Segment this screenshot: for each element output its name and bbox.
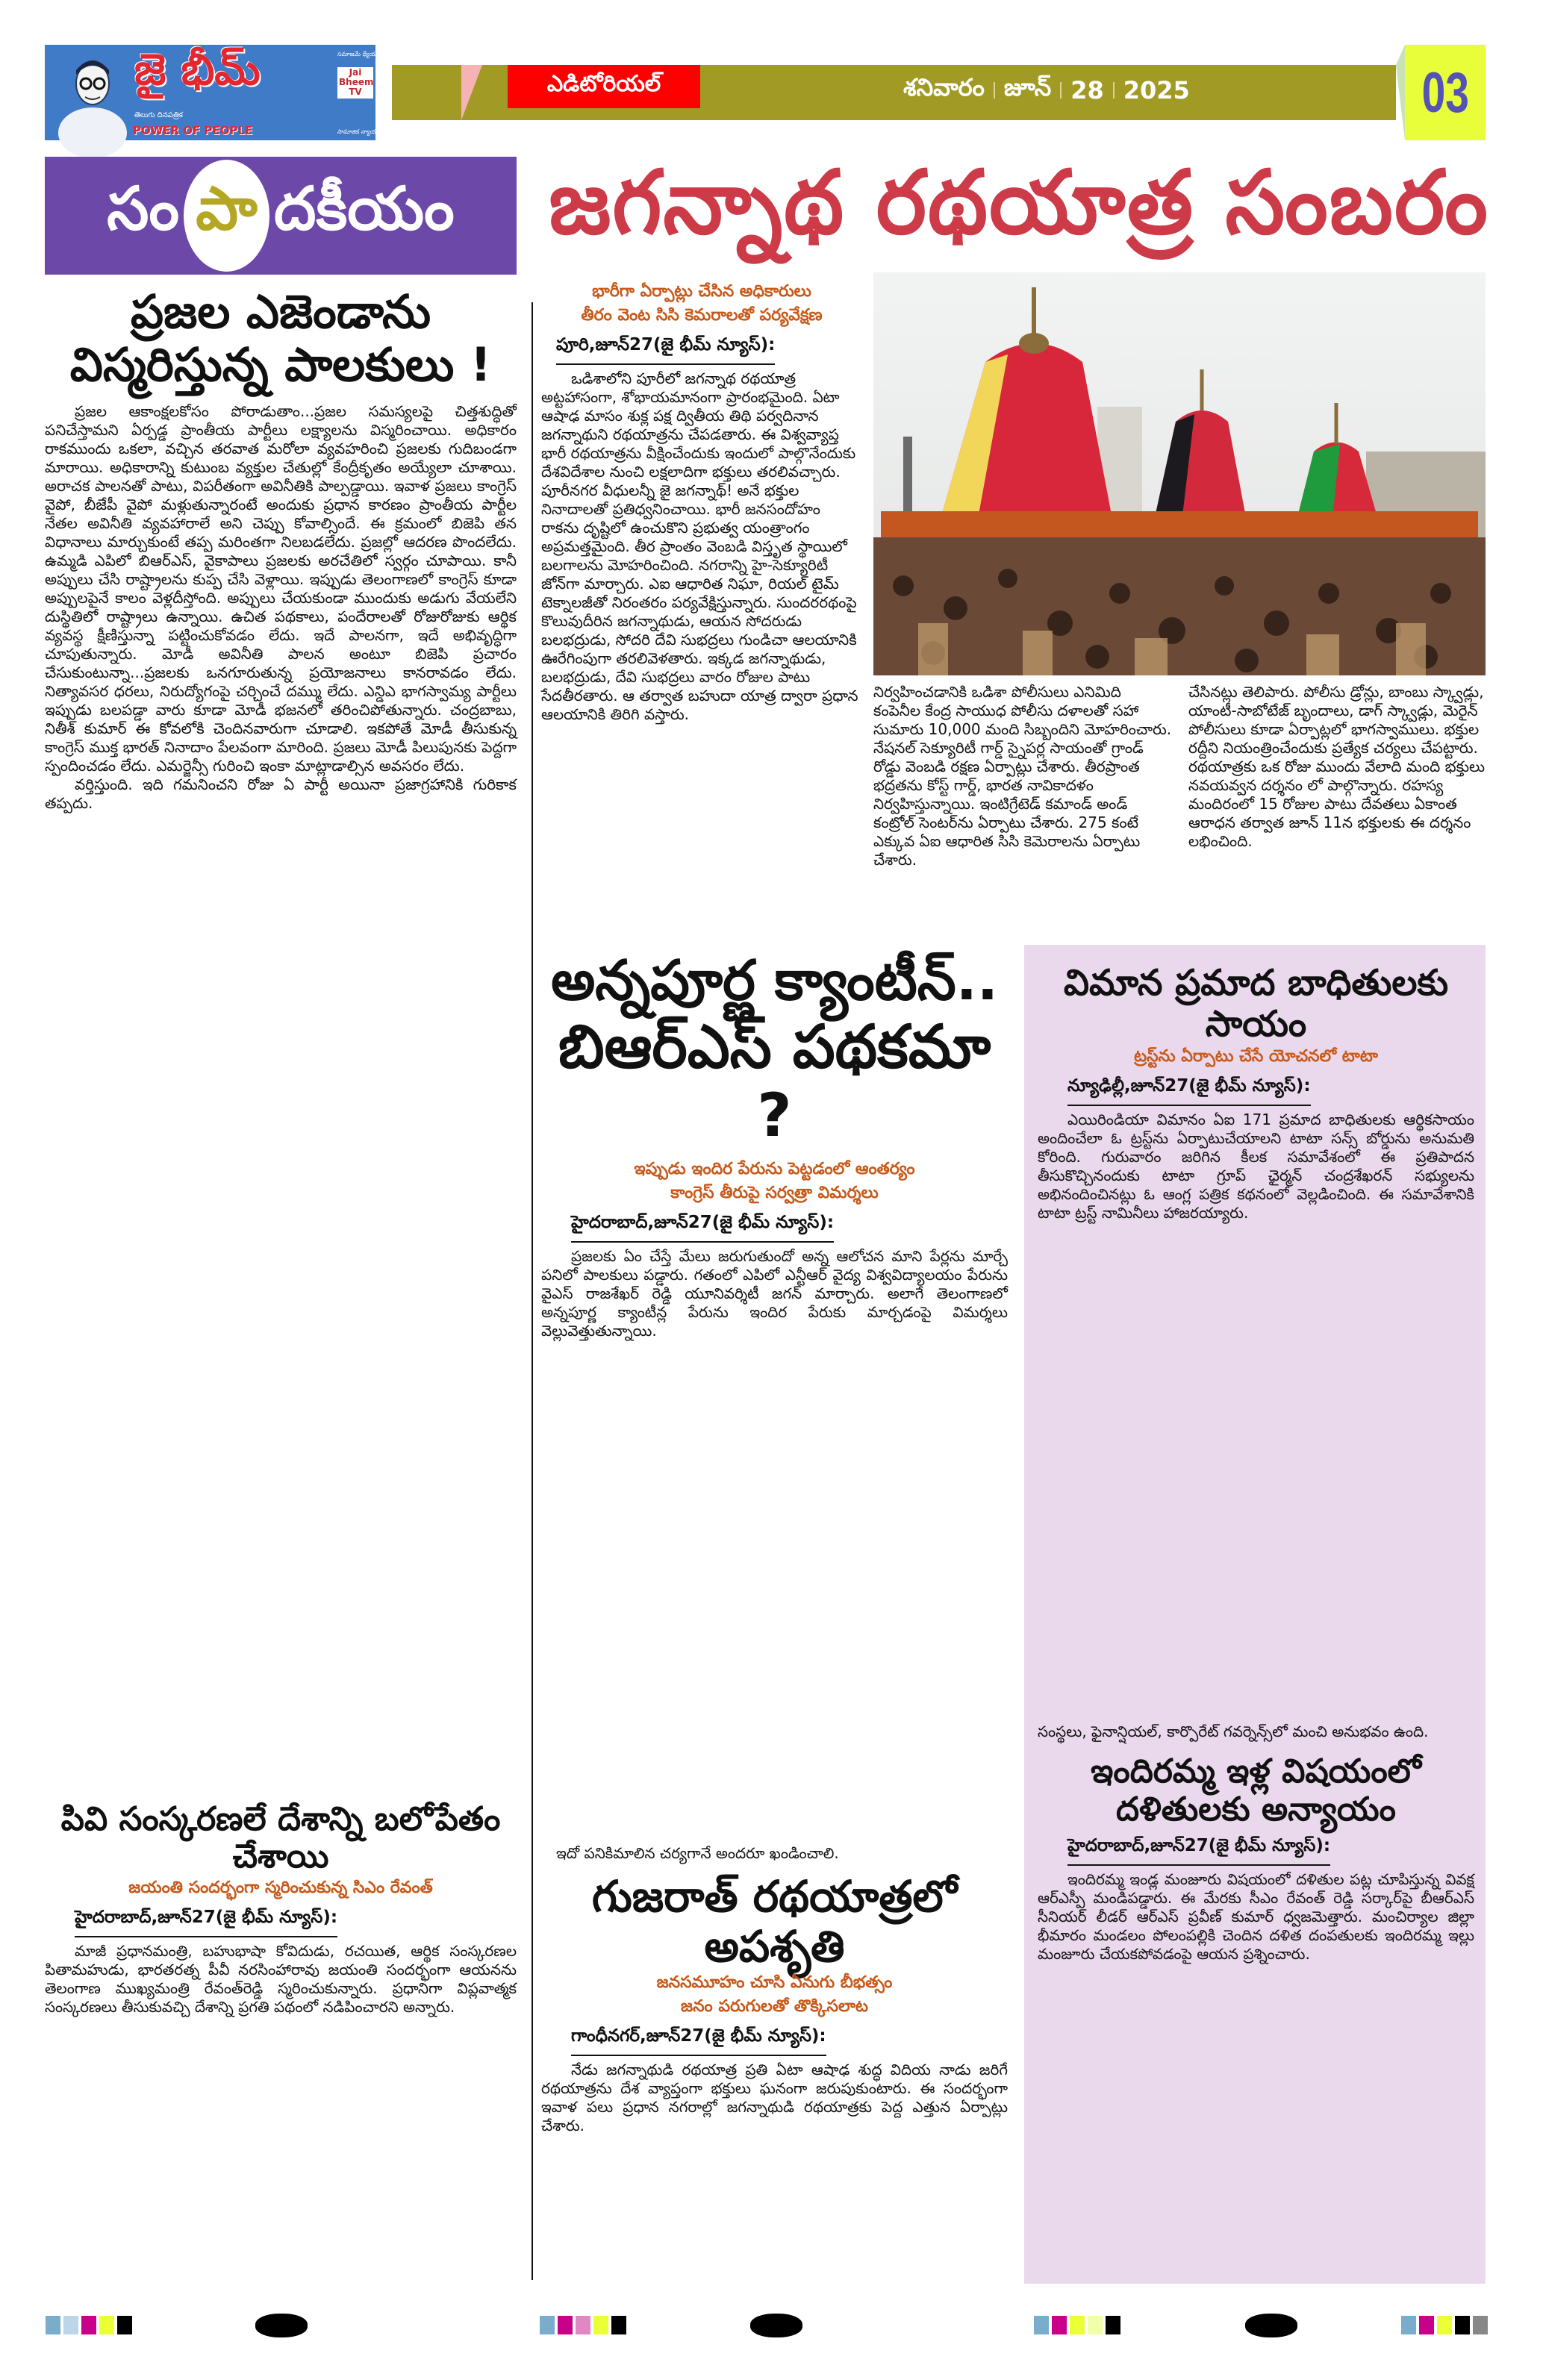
paragraph: ఒడిశాలోని పూరీలో జగన్నాథ రథయాత్ర అట్టహాసంగా, శోభాయమానంగా ప్రారంభమైంది. ఏటా ఆషాఢ మాసం శుక్ల పక్ష ద్వితీయ తిథి పర్వదినాన జగన్నాథుని రథయాత్రను చేపడతారు. ఈ విశ్వవ్యాప్త భారీ రథయాత్రను వీక్షించేందుకు ఇందులో పాల్గొనేందుకు దేశవిదేశాల నుంచి లక్షలాదిగా భక్తులు తరలివచ్చారు. పూరీనగర వీధులన్నీ జై జగన్నాథ్! అనే భక్తుల నినాదాలతో ప్రతిధ్వనించాయి. భారీ జనసందోహం రాకను దృష్టిలో ఉంచుకొని ప్రభుత్వ యంత్రాంగం అప్రమత్తమైంది. తీర ప్రాంతం వెంబడి విస్తృత స్థాయిలో బలగాలను మోహరించింది. నగరాన్ని హై-సెక్యూరిటీ జోన్‌గా మార్చారు. ఎఐ ఆధారిత నిఘా, రియల్ టైమ్ టెక్నాలజీతో నిరంతరం పర్యవేక్షిస్తున్నారు. సుందరరథంపై కొలువుదీరిన జగన్నాథుడు, ఆయన సోదరుడు బలభద్రుడు, సోదరి దేవి సుభద్రలు గుండిచా ఆలయానికి ఊరేగింపుగా తరలివెళతారు. ఇక్కడ జగన్నాథుడు, బలభద్రుడు, దేవి సుభద్రలు వారం రోజుల పాటు సేదతీరతారు. ఆ తర్వాత బహుదా యాత్ర ద్వారా ప్రధాన ఆలయానికి తిరిగి వస్తారు. — [541, 369, 858, 723]
ambedkar-portrait-icon — [55, 51, 130, 140]
registration-mark — [750, 2314, 802, 2337]
banner-text: దకీయం — [274, 173, 455, 243]
annapurna-subhead-2: కాంగ్రెస్ తీరుపై సర్వత్రా విమర్శలు — [670, 1183, 879, 1202]
indiramma-dateline: హైదరాబాద్,జూన్27(జై భీమ్ న్యూస్): — [1067, 1836, 1330, 1866]
color-registration-bar — [1034, 2316, 1120, 2334]
tata-closing: సంస్థలు, ఫైనాన్షియల్, కార్పొరేట్ గవర్నెన్స్‌లో మంచి అనుభవం ఉంది. — [1038, 1722, 1429, 1741]
pv-subhead: జయంతి సందర్భంగా స్మరించుకున్న సిఎం రేవంత్ — [128, 1878, 433, 1897]
rathayatra-article — [541, 280, 862, 724]
left-column — [45, 285, 517, 2017]
tata-headline: విమాన ప్రమాద బాధితులకు సాయం — [1063, 962, 1449, 1046]
paragraph: ప్రజల ఆకాంక్షలకోసం పోరాడుతాం...ప్రజల సమస్యలపై చిత్తశుద్ధితో పనిచేస్తామని ఏర్పడ్డ ప్రాంతీయ పార్టీలు లక్ష్యాలను విస్మరించాయి. అధికారం రాకముందు ఒకలా, వచ్చిన తరవాత మరోలా వ్యవహరించి ప్రజలకు గుదిబండగా మారాయి. అధికారాన్ని కుటుంబ వ్యక్తుల చేతుల్లో కేంద్రీకృతం అయ్యేలా చూశాయి. అరాచక పాలనతో పాటు, విపరీతంగా అవినీతికి పాల్పడ్డాయి. ఇవాళ ప్రజలు కాంగ్రెస్ వైపో, బీజేపీ వైపో మళ్లుతున్నారంటే అందుకు ప్రధాన కారణం ప్రాంతీయ పార్టీల నేతల అవినీతి వ్యవహారాలే అని చెప్పు కోవాల్సిందే. ఈ క్రమంలో బిజెపి తన విధానాలు మార్చుకుంటే తప్ప మరింతగా నిలబడలేదు. ప్రజల్లో ఆదరణ పొందలేదు. ఉమ్మడి ఎపిలో బిఆర్ఎస్, వైకాపాలు ప్రజలకు అరచేతిలో స్వర్గం చూపాయి. కానీ అప్పులు చేసి రాష్ట్రాలను కుప్ప చేసి వెళ్లాయి. ఇప్పుడు తెలంగాణలో కాంగ్రెస్ కూడా అప్పులపైనే కాలం వెళ్లదీస్తోంది. అప్పులు చేయకుండా ముందుకు అడుగు వేయలేని దుస్థితిలో రాష్ట్రాలు ఉన్నాయి. ఉచిత పథకాలు, పందేరాలతో రోజురోజుకు ఆర్థిక వ్యవస్థ క్షీణిస్తున్నా పట్టించుకోవడం లేదు. ఇదే పాలనగా, ఇదే అభివృద్ధిగా చూపుతున్నారు. మోడీ అవినీతి పాలన అంటూ బిజెపి ప్రచారం చేసుకుంటున్నా...ప్రజలకు ఒనగూరుతున్న ప్రయోజనాలు కానరావడం లేదు. నిత్యావసర ధరలు, నిరుద్యోగంపై చర్చించే దమ్ము లేదు. ఎన్డిఎ భాగస్వామ్య పార్టీలు ఇప్పుడు బలపడ్డా వారు కూడా మోడీ భజనలో తరించిపోతున్నారు. చంద్రబాబు, నితీశ్ కుమార్ ఈ కోవలోకి చెందినవారుగా చూడాలి. ఇకపోతే మోడీ తీసుకున్న కాంగ్రెస్ ముక్త భారత్ నినాదాం పేలవంగా మారింది. ప్రజలు మోడీ పిలుపునకు పెద్దగా స్పందించడం లేదు. ఎమర్జెన్సీ గురించి ఇంకా మాట్లాడాల్సిన అవసరం లేదు. — [45, 402, 517, 775]
main-headline: జగన్నాథ రథయాత్ర సంబరం — [549, 150, 1489, 254]
logo-slogan: POWER OF PEOPLE — [133, 124, 253, 137]
annapurna-dateline: హైదరాబాద్,జూన్27(జై భీమ్ న్యూస్): — [571, 1213, 834, 1243]
page-number-accent — [1396, 45, 1405, 140]
paragraph: ప్రజలకు ఏం చేస్తే మేలు జరుగుతుందో అన్న ఆలోచన మాని పేర్లను మార్చే పనిలో పాలకులు పడ్డారు. గతంలో ఎపిలో ఎన్టీఆర్ వైద్య విశ్వవిద్యాలయం పేరును వైఎస్ రాజశేఖర్ రెడ్డి యూనివర్శిటీ జగన్ మార్చారు. అలాగే తెలంగాణలో అన్నపూర్ణ క్యాంటీన్ల పేరును ఇందిర పేరుకు మార్చడంపై విమర్శలు వెల్లువెత్తుతున్నాయి. — [541, 1246, 1008, 1340]
editorial-headline-line2: విస్మరిస్తున్న పాలకులు ! — [69, 337, 492, 393]
page-number-box — [1405, 45, 1486, 140]
logo-title: జై భీమ్ — [134, 44, 261, 95]
annapurna-headline-line1: అన్నపూర్ణ క్యాంటీన్.. — [551, 949, 998, 1013]
gujarat-headline: గుజరాత్ రథయాత్రలో అపశృతి — [591, 1870, 958, 1972]
tata-dateline: న్యూఢిల్లీ,జూన్27(జై భీమ్ న్యూస్): — [1067, 1076, 1311, 1106]
indiramma-headline: ఇందిరమ్మ ఇళ్ల విషయంలో దళితులకు అన్యాయం — [1091, 1752, 1421, 1828]
section-label: ఎడిటోరియల్ — [508, 65, 700, 108]
banner-text: సం — [107, 173, 180, 243]
pv-dateline: హైదరాబాద్,జూన్27(జై భీమ్ న్యూస్): — [75, 1908, 337, 1937]
date-day: శనివారం — [903, 73, 985, 101]
registration-mark — [1245, 2314, 1297, 2337]
paragraph: ఇందిరమ్మ ఇండ్ల మంజూరు విషయంలో దళితుల పట్ల చూపిస్తున్న వివక్ష ఆర్ఎస్పీ మండిపడ్డారు. ఈ మేరకు సీఎం రేవంత్ రెడ్డి సర్కార్‌పై బీఆర్ఎస్ సీనియర్ లీడర్ ఆర్ఎస్ ప్రవీణ్ కుమార్ ధ్వజమెత్తారు. మంచిర్యాల జిల్లా భీమారం మండలం పోలంపల్లికి చెందిన దళిత దంపతులకు ఇందిరమ్మ ఇల్లు మంజూరు చేయకపోవడంపై ఆయన ప్రశ్నించారు. — [1038, 1870, 1474, 1964]
editorial-headline-line1: ప్రజల ఎజెండాను — [130, 284, 431, 339]
annapurna-closing: ఇదో పనికిమాలిన చర్యగానే అందరూ ఖండించాలి. — [556, 1843, 839, 1862]
pv-headline: పివి సంస్కరణలే దేశాన్ని బలోపేతం చేశాయి — [60, 1799, 501, 1876]
editorial-article — [45, 285, 517, 1790]
issue-date — [903, 72, 1190, 109]
main-headline-area — [545, 150, 1493, 272]
photo-caption-column-1: నిర్వహించడానికి ఒడిశా పోలీసులు ఎనిమిది కంపెనీల కేంద్ర సాయుధ పోలీసు దళాలతో సహా సుమారు 10,000 మంది సిబ్బందిని మోహరించారు. నేషనల్ సెక్యూరిటీ గార్డ్ స్నైపర్ల సాయంతో గ్రాండ్ రోడ్డు వెంబడి రక్షణ ఏర్పాట్లు చేశారు. తీరప్రాంత భద్రతను కోస్ట్ గార్డ్, భారత నావికాదళం నిర్వహిస్తున్నాయి. ఇంటిగ్రేటెడ్ కమాండ్ అండ్ కంట్రోల్ సెంటర్‌ను ఏర్పాటు చేశారు. 275 కంటే ఎక్కువ ఏఐ ఆధారిత సిసి కెమెరాలను ఏర్పాటు చేశారు. — [873, 683, 1172, 869]
tata-subhead: ట్రస్ట్‌ను ఏర్పాటు చేసే యోచనలో టాటా — [1134, 1047, 1378, 1066]
annapurna-headline-line2: బిఆర్ఎస్ పథకమా ? — [558, 1012, 991, 1151]
date-month: జూన్ — [1003, 73, 1052, 101]
divider — [1060, 82, 1062, 99]
paragraph: ఎయిరిండియా విమానం ఏఐ 171 ప్రమాద బాధితులకు ఆర్థికసాయం అందించేలా ఓ ట్రస్ట్‌ను ఏర్పాటుచేయాలని టాటా సన్స్ బోర్డును అనుమతి కోరింది. గురువారం జరిగిన కీలక సమావేశంలో ఈ ప్రతిపాదన తీసుకొచ్చినందుకు టాటా గ్రూప్ ఛైర్మన్ చంద్రశేఖరన్ సభ్యులను అభినందించినట్లు ఓ ఆంగ్ల పత్రిక కథనంలో వెల్లడించింది. ఈ సమావేశానికి టాటా ట్రస్ట్ నామినీలు హాజరయ్యారు. — [1038, 1111, 1474, 1222]
gujarat-subhead-1: జనసమూహం చూసి ఏనుగు బీభత్సం — [656, 1973, 893, 1993]
divider — [994, 82, 995, 99]
annapurna-subhead-1: ఇప్పుడు ఇందిర పేరును పెట్టడంలో ఆంతర్యం — [634, 1160, 915, 1179]
rathayatra-subhead-1: భారీగా ఏర్పాట్లు చేసిన అధికారులు — [592, 282, 811, 301]
logo-tagline: తెలుగు దినపత్రిక — [134, 111, 184, 119]
newspaper-logo — [45, 44, 387, 140]
page-number: 03 — [1421, 60, 1469, 125]
highlight-box — [1024, 945, 1486, 2284]
registration-mark — [255, 2314, 308, 2337]
color-registration-bar — [46, 2316, 132, 2334]
tv-logo: Jai Bheem TV — [339, 67, 374, 98]
color-registration-bar — [1401, 2316, 1488, 2334]
annapurna-article — [541, 949, 1008, 1863]
date-date: 28 — [1070, 76, 1104, 104]
logo-small-bottom: సామాజిక న్యాయంగా — [337, 128, 387, 135]
editorial-banner — [45, 157, 517, 275]
middle-lower-column — [541, 949, 1008, 2135]
rathayatra-dateline: పూరి,జూన్27(జై భీమ్ న్యూస్): — [556, 335, 775, 365]
paragraph: మాజీ ప్రధానమంత్రి, బహుభాషా కోవిదుడు, రచయిత, ఆర్థిక సంస్కరణల పితామహుడు, భారతరత్న పీవీ నరసింహారావు జయంతి సందర్భంగా ఆయనను తెలంగాణ ముఖ్యమంత్రి రేవంత్‌రెడ్డి స్మరించుకున్నారు. ప్రధానిగా విప్లవాత్మక సంస్కరణలు తీసుకువచ్చి దేశాన్ని ప్రగతి పథంలో నడిపించారని అన్నారు. — [45, 1941, 517, 2016]
date-year: 2025 — [1123, 76, 1190, 104]
divider — [1113, 82, 1115, 99]
paragraph: నేడు జగన్నాథుడి రథయాత్ర ప్రతి ఏటా ఆషాఢ శుద్ధ విదియ నాడు జరిగే రథయాత్రను దేశ వ్యాప్తంగా భక్తులు ఘనంగా జరుపుకుంటారు. ఈ సందర్భంగా ఇవాళ పలు ప్రధాన నగరాల్లో జగన్నాథుడి రథయాత్రకు పెద్ద ఎత్తున ఏర్పాట్లు చేశారు. — [541, 2061, 1008, 2135]
pv-article — [45, 1801, 517, 2017]
rathayatra-photo — [873, 272, 1486, 675]
color-registration-bar — [540, 2316, 626, 2334]
rathayatra-subhead-2: తీరం వెంట సిసి కెమరాలతో పర్యవేక్షణ — [581, 305, 823, 325]
photo-caption-column-2: చేసినట్లు తెలిపారు. పోలీసు డ్రోన్లు, బాంబు స్క్వాడ్లు, యాంటీ-సాబోటేజ్ బృందాలు, డాగ్ స్క్వాడ్లు, మెరైన్ పోలీసులు కూడా ఏర్పాట్లలో భాగస్వాములు. భక్తుల రద్దీని నియంత్రించేందుకు ప్రత్యేక చర్యలు చేపట్టారు. రథయాత్రకు ఒక రోజు ముందు వేలాది మంది భక్తులు నవయవ్వన దర్శనం లో పాల్గొన్నారు. రహస్య మందిరంలో 15 రోజుల పాటు దేవతలు ఏకాంత ఆరాధన తర్వాత జూన్ 11న భక్తులకు ఈ దర్శనం లభించింది. — [1188, 683, 1486, 850]
tata-article — [1038, 963, 1474, 1741]
logo-small-top: సమాజమే ధ్యేయంగా — [337, 51, 386, 57]
header-band-accent — [461, 65, 482, 120]
column-divider — [532, 302, 533, 2280]
gujarat-subhead-2: జనం పరుగులతో తొక్కిసలాట — [681, 1997, 868, 2017]
gujarat-article — [541, 1872, 1008, 2135]
gujarat-dateline: గాంధీనగర్,జూన్27(జై భీమ్ న్యూస్): — [571, 2026, 826, 2056]
banner-highlight: పా — [184, 160, 269, 272]
indiramma-article — [1038, 1753, 1474, 1964]
paragraph: వర్తిస్తుంది. ఇది గమనించని రోజు ఏ పార్టీ అయినా ప్రజాగ్రహానికి గురికాక తప్పదు. — [45, 775, 517, 812]
